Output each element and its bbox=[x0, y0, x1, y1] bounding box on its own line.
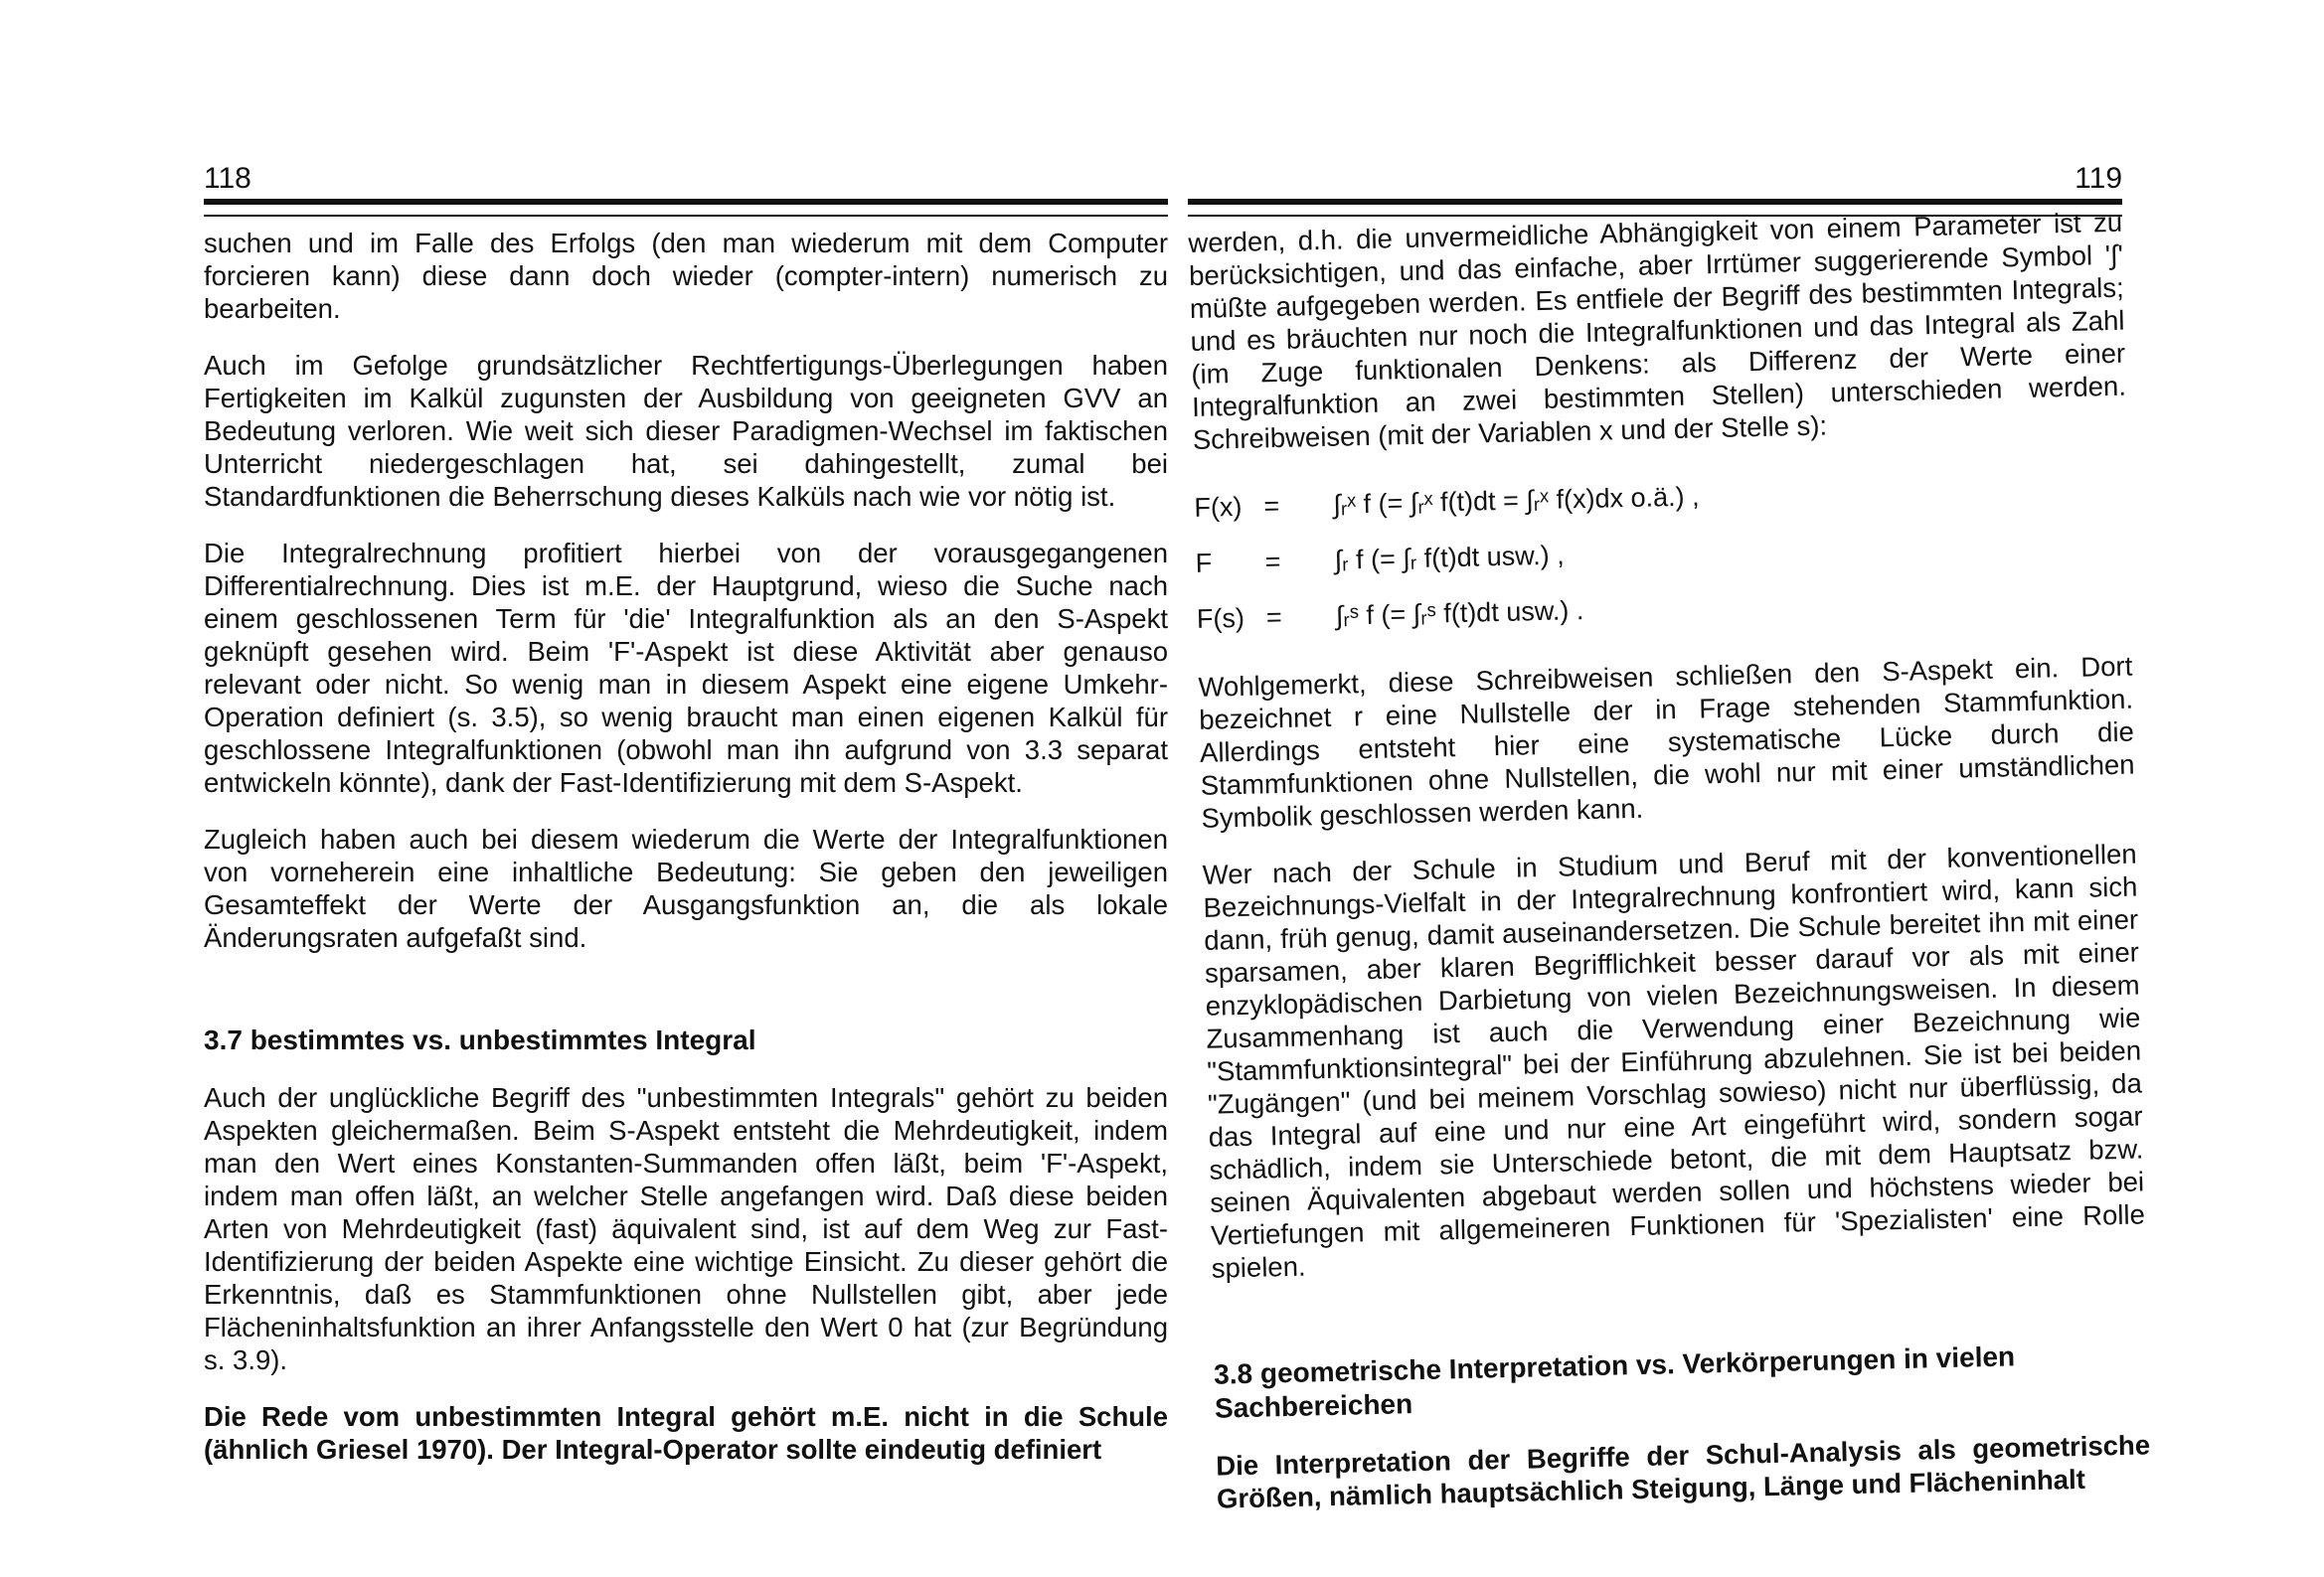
paragraph: werden, d.h. die unvermeidliche Abhängigkeit von einem Parameter ist zu berücksichtigen, und das einfache, aber Irrtümer suggerierende Symbol '∫' müßte aufgegeben werden. Es entfiele der Begriff des bestimmten Integrals; und es bräuchten nur noch die Integralfunktionen und das Integral als Zahl (im Zuge funktionalen Denkens: als Differenz der Werte einer Integralfunktion an zwei bestimmten Stellen) unterschieden werden. Schreibweisen (mit der Variablen x und der Stelle s): bbox=[1188, 206, 2127, 455]
paragraph: suchen und im Falle des Erfolgs (den man wiederum mit dem Computer forcieren kann) diese dann doch wieder (compter-intern) numerisch zu bearbeiten. bbox=[204, 228, 1168, 324]
paragraph: Zugleich haben auch bei diesem wiederum die Werte der Integralfunktionen von vorneherein eine inhaltliche Bedeutung: Sie geben den jeweiligen Gesamteffekt der Werte der Ausgangsfunktion an, die als lokale Änderungsraten aufgefaßt sind. bbox=[204, 824, 1168, 953]
paragraph: Die Integralrechnung profitiert hierbei von der vorausgegangenen Differentialrechnung. Dies ist m.E. der Hauptgrund, wieso die Suche nach einem geschlossenen Term für 'die' Integralfunktion als an den S-Aspekt geknüpft gesehen wird. Beim 'F'-Aspekt ist diese Aktivität aber genauso relevant oder nicht. So wenig man in diesem Aspekt eine eigene Umkehr-Operation definiert (s. 3.5), so wenig braucht man einen eigenen Kalkül für geschlossene Integralfunktionen (obwohl man ihn aufgrund von 3.3 separat entwickeln könnte), dank der Fast-Identifizierung mit dem S-Aspekt. bbox=[204, 538, 1168, 798]
formula-lhs: F bbox=[1195, 548, 1213, 578]
formula-eq: = bbox=[1264, 546, 1281, 576]
paragraph: Die Interpretation der Begriffe der Schul-Analysis als geometrische Größen, nämlich hauptsächlich Steigung, Länge und Flächeninhalt bbox=[1215, 1429, 2151, 1514]
formula-lhs: F(x) bbox=[1194, 491, 1243, 523]
formula-eq: = bbox=[1263, 490, 1280, 521]
formula-eq: = bbox=[1265, 601, 1283, 632]
page-number: 119 bbox=[2075, 162, 2122, 195]
formula-rhs: ∫ᵣˣ f (= ∫ᵣˣ f(t)dt = ∫ᵣˣ f(x)dx o.ä.) , bbox=[1333, 480, 1700, 520]
paragraph: Wer nach der Schule in Studium und Beruf mit der konventionellen Bezeichnungs-Vielfalt in der Integralrechnung konfrontiert wird, kann sich dann, früh genug, damit auseinandersetzen. Die Schule bereitet ihn mit einer sparsamen, aber klaren Begrifflichkeit besser darauf vor als mit einer enzyklopädischen Darbietung von vielen Bezeichnungsweisen. In diesem Zusammenhang ist auch die Verwendung einer Bezeichnung wie "Stammfunktionsintegral" bei der Einführung abzulehnen. Sie ist bei beiden "Zugängen" (und bei meinem Vorschlag sowieso) nicht nur überflüssig, da das Integral auf eine und nur eine Art eingeführt wird, sondern sogar schädlich, indem sie Unterschiede betont, die mit dem Hauptsatz bzw. seinen Äquivalenten abgebaut werden sollen und höchstens wieder bei Vertiefungen mit allgemeineren Funktionen für 'Spezialisten' eine Rolle spielen. bbox=[1202, 838, 2146, 1284]
header-rule bbox=[204, 199, 1168, 217]
right-page-body bbox=[1188, 206, 2152, 1539]
section-heading: 3.8 geometrische Interpretation vs. Verkörperungen in vielen Sachbereichen bbox=[1213, 1340, 2016, 1424]
paragraph: Wohlgemerkt, diese Schreibweisen schließen den S-Aspekt ein. Dort bezeichnet r eine Nullstelle der in Frage stehenden Stammfunktion. Allerdings entsteht hier eine systematische Lücke durch die Stammfunktionen ohne Nullstellen, die wohl nur mit einer umständlichen Symbolik geschlossen werden kann. bbox=[1198, 650, 2135, 834]
page-number: 118 bbox=[204, 162, 251, 195]
formula-rhs: ∫ᵣˢ f (= ∫ᵣˢ f(t)dt usw.) . bbox=[1335, 594, 1584, 631]
paragraph: Auch im Gefolge grundsätzlicher Rechtfertigungs-Überlegungen haben Fertigkeiten im Kalkül zugunsten der Ausbildung von geeigneten GVV an Bedeutung verloren. Wie weit sich dieser Paradigmen-Wechsel im faktischen Unterricht niedergeschlagen hat, sei dahingestellt, zumal bei Standardfunktionen die Beherrschung dieses Kalküls nach wie vor nötig ist. bbox=[204, 350, 1168, 512]
section-heading: 3.7 bestimmtes vs. unbestimmtes Integral bbox=[204, 1025, 756, 1055]
left-page-body bbox=[204, 227, 1168, 1490]
formula-block bbox=[1194, 459, 2132, 647]
paragraph: Auch der unglückliche Begriff des "unbestimmten Integrals" gehört zu beiden Aspekten gleichermaßen. Beim S-Aspekt entsteht die Mehrdeutigkeit, indem man den Wert eines Konstanten-Summanden offen läßt, beim 'F'-Aspekt, indem man offen läßt, an welcher Stelle angefangen wird. Daß diese beiden Arten von Mehrdeutigkeit (fast) äquivalent sind, ist auf dem Weg zur Fast-Identifizierung der beiden Aspekte eine wichtige Einsicht. Zu dieser gehört die Erkenntnis, daß es Stammfunktionen ohne Nullstellen gibt, aber jede Flächeninhaltsfunktion an ihrer Anfangsstelle den Wert 0 hat (zur Begründung s. 3.9). bbox=[204, 1082, 1168, 1375]
formula-lhs: F(s) bbox=[1196, 602, 1245, 634]
paragraph: Die Rede vom unbestimmten Integral gehört m.E. nicht in die Schule (ähnlich Griesel 1970). Der Integral-Operator sollte eindeutig definiert bbox=[204, 1401, 1168, 1465]
formula-rhs: ∫ᵣ f (= ∫ᵣ f(t)dt usw.) , bbox=[1334, 539, 1565, 575]
